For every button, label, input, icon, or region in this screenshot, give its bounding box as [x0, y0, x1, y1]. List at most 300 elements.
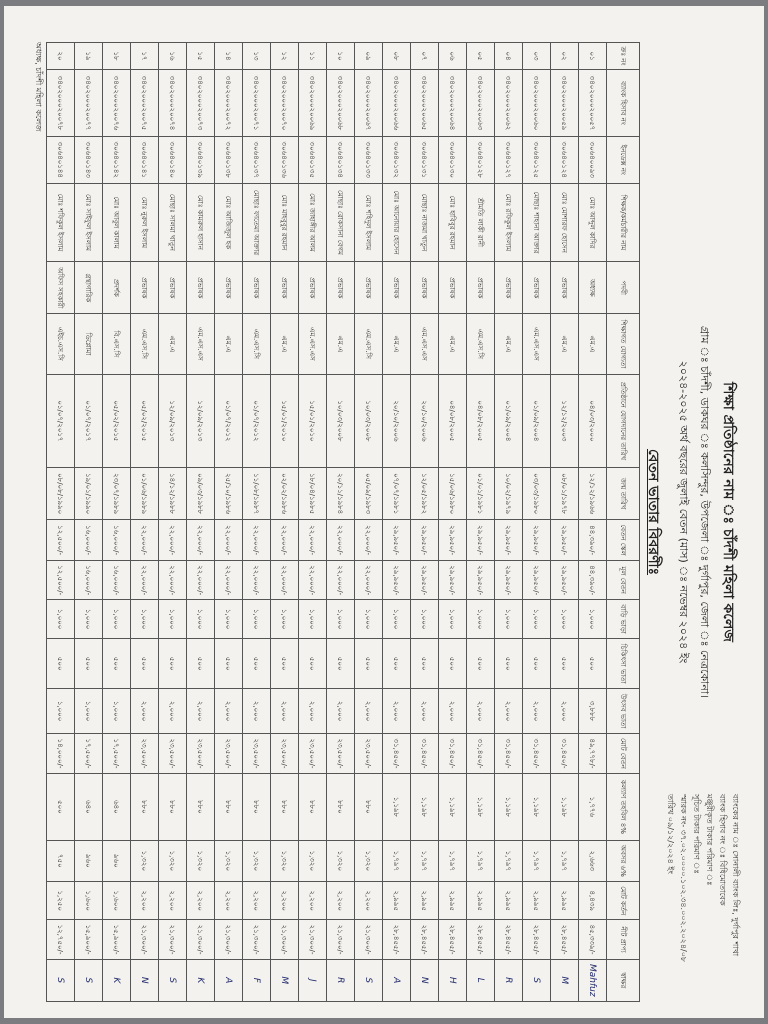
table-cell: ১৪/১২/১৯৮৮: [159, 468, 187, 520]
table-cell: ১,০০০: [75, 689, 103, 733]
table-cell: ২,০০০: [495, 689, 523, 733]
column-header: ক্রঃ নং: [607, 43, 640, 70]
table-cell: ১৭,৫০০/-: [75, 733, 103, 773]
table-cell: ১২,৭৫০/-: [47, 920, 75, 959]
table-cell: ২৩,৫০০/-: [159, 733, 187, 773]
table-cell: ০৪/০৮/২০০৫: [467, 374, 495, 468]
signature-cell: S: [75, 959, 103, 1001]
table-cell: ৫০০: [495, 638, 523, 688]
table-cell: এম.এস.এস: [299, 314, 327, 374]
signature-cell: H: [439, 959, 467, 1001]
table-cell: ০১/০৯/২০০৪: [495, 374, 523, 468]
document-page: [4, 6, 764, 1018]
table-cell: এম.এস.এস: [411, 314, 439, 374]
table-cell: ১০/০৩/২০০৮: [355, 374, 383, 468]
table-cell: ১,০০০: [75, 600, 103, 639]
table-cell: ২,০০০: [159, 689, 187, 733]
institution-name: শিক্ষা প্রতিষ্ঠানের নাম ঃ চাঁদশী মহিলা কলেজ: [720, 382, 736, 642]
table-cell: ২৯,৯৫০/-: [383, 520, 411, 561]
table-cell: ৫০০: [439, 638, 467, 688]
table-cell: ১,১৯৮: [411, 774, 439, 840]
bank-info-block: [664, 794, 742, 1004]
table-cell: ৩৪০২০০০২০০৭৭: [75, 69, 103, 136]
table-cell: ২৩,৫০০/-: [355, 733, 383, 773]
column-header: বাড়ি ভাড়া: [607, 600, 640, 639]
table-cell: এম.এ: [579, 314, 607, 374]
table-cell: ৫০০: [355, 638, 383, 688]
table-cell: ৫০০: [159, 638, 187, 688]
table-cell: ২,০০০: [299, 689, 327, 733]
signature-cell: K: [187, 959, 215, 1001]
table-cell: ২৮,৪৫৫/-: [411, 920, 439, 959]
table-row: [103, 43, 131, 1002]
table-cell: ২২,০০০/-: [355, 561, 383, 600]
table-cell: ১,৩২০: [355, 840, 383, 881]
table-cell: ৫০০: [327, 638, 355, 688]
table-cell: এম.এ: [159, 314, 187, 374]
table-cell: ১১: [299, 43, 327, 70]
table-cell: ১,০০০: [411, 600, 439, 639]
table-cell: ০৮/০৮/১৯৯০: [47, 468, 75, 520]
column-header: কল্যাণ তহবিল ৪%: [607, 774, 640, 840]
table-cell: ২৯,৯৫০/-: [495, 561, 523, 600]
column-header: উৎসব ভাতা: [607, 689, 640, 733]
signature-cell: J: [299, 959, 327, 1001]
table-cell: মোঃ মোশারফ হোসেন: [551, 183, 579, 262]
table-cell: মোছাঃ নাজমা খাতুন: [411, 183, 439, 262]
table-cell: ১,০০০: [355, 600, 383, 639]
column-header: স্বাক্ষর: [607, 959, 640, 1001]
table-cell: ১৫,৯০০/-: [103, 920, 131, 959]
table-cell: ১,০০০: [47, 600, 75, 639]
table-cell: ৫০০: [103, 638, 131, 688]
table-cell: ১৫/০১/২০১০: [299, 374, 327, 468]
footer-note: অধ্যক্ষ, চাঁদশী মহিলা কলেজ: [34, 42, 43, 132]
table-cell: ০২: [551, 43, 579, 70]
table-cell: ৮৮০: [355, 774, 383, 840]
table-cell: ১,৭৯৭: [439, 840, 467, 881]
table-cell: এম.এস.সি: [131, 314, 159, 374]
table-cell: ১৯/০১/১৯৯০: [75, 468, 103, 520]
table-cell: ৩৪০২০০০২০০৫৭: [579, 69, 607, 136]
table-cell: ১৫/০৬/১৯৮০: [439, 468, 467, 520]
table-cell: ২৮,৪৫৫/-: [467, 920, 495, 959]
table-cell: এম.এস.সি: [243, 314, 271, 374]
table-cell: ১,০০০: [103, 689, 131, 733]
column-header: ইনডেক্স নং: [607, 136, 640, 183]
table-cell: মোঃ কামরুল হাসান: [187, 183, 215, 262]
table-cell: ২,০০০: [327, 689, 355, 733]
institution-address: গ্রাম ঃ চাঁদশী, ডাকঘর ঃ কলসিন্দুর, উপজেলা ঃ দুর্গাপুর, জেলা ঃ নেত্রকোনা।: [698, 325, 711, 699]
table-cell: ১,৩২০: [243, 840, 271, 881]
table-cell: ৩৪০২০০০২০০৬৬: [383, 69, 411, 136]
table-cell: ২৮,৪৫৫/-: [523, 920, 551, 959]
table-cell: ২১,৩০০/-: [187, 920, 215, 959]
table-cell: ১৬,০০০/-: [103, 520, 131, 561]
table-cell: ২৮,৪৫৫/-: [383, 920, 411, 959]
table-cell: ০১/০৭/২০১২: [215, 374, 243, 468]
table-cell: প্রভাষক: [523, 262, 551, 314]
table-cell: ২৩,৫০০/-: [243, 733, 271, 773]
table-cell: ৮৮০: [159, 774, 187, 840]
table-cell: ২,০০০: [383, 689, 411, 733]
table-cell: ৩০৬৪০১৩৪: [327, 136, 355, 183]
table-cell: মোঃ জাহাঙ্গীর আলম: [299, 183, 327, 262]
table-cell: ৩৪০২০০০২০০৭০: [271, 69, 299, 136]
table-cell: মোঃ হাবিবুর রহমান: [439, 183, 467, 262]
table-cell: ৩০৬৪০১৪০: [159, 136, 187, 183]
table-cell: এইচ.এস.সি: [47, 314, 75, 374]
table-cell: ০৮/০১/১৯৭৮: [551, 468, 579, 520]
table-cell: ২১,৩০০/-: [299, 920, 327, 959]
table-cell: ৬৪০: [75, 774, 103, 840]
table-cell: ৩৪০২০০০২০০৬৪: [439, 69, 467, 136]
table-row: [439, 43, 467, 1002]
table-cell: এম.এস.সি: [355, 314, 383, 374]
table-cell: ২,৯৯৫: [523, 882, 551, 920]
table-cell: ১২/০৯/২০১৩: [159, 374, 187, 468]
table-cell: ২২,০০০/-: [187, 520, 215, 561]
table-cell: গ্রন্থাগারিক: [75, 262, 103, 314]
table-cell: ১০: [327, 43, 355, 70]
table-cell: ২২,০০০/-: [131, 520, 159, 561]
column-header: শিক্ষক/কর্মচারীর নাম: [607, 183, 640, 262]
table-cell: ১৫: [187, 43, 215, 70]
table-cell: ১,৩২০: [299, 840, 327, 881]
table-cell: ১,৭৯৭: [467, 840, 495, 881]
table-cell: ২,০০০: [467, 689, 495, 733]
table-cell: ১,০০০: [271, 600, 299, 639]
table-cell: ১,৩২০: [187, 840, 215, 881]
table-cell: মোঃ আব্দুল কাদির: [579, 183, 607, 262]
table-cell: ৫০০: [299, 638, 327, 688]
table-cell: ৩০৬৪০১২৭: [495, 136, 523, 183]
table-cell: ১,০০০: [523, 600, 551, 639]
table-cell: ০৫/০২/২০১৫: [131, 374, 159, 468]
table-cell: ১৬,০০০/-: [75, 561, 103, 600]
table-cell: ২,২০০: [243, 882, 271, 920]
table-cell: ৩১,৪৫০/-: [383, 733, 411, 773]
table-cell: ৩৪০২০০০২০০৬২: [495, 69, 523, 136]
table-cell: ০১/০৭/২০১৭: [47, 374, 75, 468]
table-cell: ২,৯৯৫: [439, 882, 467, 920]
table-cell: ১,০০০: [579, 600, 607, 639]
table-cell: ২,০০০: [355, 689, 383, 733]
table-header-row: [607, 43, 640, 1002]
table-cell: ২,০০০: [243, 689, 271, 733]
table-row: [355, 43, 383, 1002]
table-cell: প্রভাষক: [299, 262, 327, 314]
table-cell: ১৭: [131, 43, 159, 70]
table-cell: ৩০৬৪০১৩২: [383, 136, 411, 183]
table-cell: ৯৬০: [75, 840, 103, 881]
table-cell: ২,২০০: [215, 882, 243, 920]
table-cell: ৩০৬৪০১২৪: [551, 136, 579, 183]
table-cell: প্রভাষক: [187, 262, 215, 314]
table-cell: ২২,০০০/-: [327, 561, 355, 600]
signature-cell: S: [47, 959, 75, 1001]
table-cell: ৯৬০: [103, 840, 131, 881]
table-cell: ২,৯৯৫: [551, 882, 579, 920]
table-cell: ৮৮০: [271, 774, 299, 840]
table-cell: ২,০০০: [551, 689, 579, 733]
table-cell: প্রভাষক: [215, 262, 243, 314]
table-cell: ১৭,৫০০/-: [103, 733, 131, 773]
table-cell: ১,০০০: [327, 600, 355, 639]
table-cell: ৩০৬৪০০৯৩: [579, 136, 607, 183]
table-cell: ৫০০: [579, 638, 607, 688]
table-cell: ৫০০: [75, 638, 103, 688]
table-cell: প্রভাষক: [439, 262, 467, 314]
table-cell: ৩১,৪৫০/-: [411, 733, 439, 773]
table-cell: ১৮: [103, 43, 131, 70]
table-cell: ১,০০০: [243, 600, 271, 639]
table-cell: ০৪/০৮/২০০৫: [439, 374, 467, 468]
table-row: [187, 43, 215, 1002]
table-cell: ২২,০০০/-: [159, 520, 187, 561]
table-cell: ২৯,৯৫০/-: [439, 561, 467, 600]
table-cell: ৩০৬৪০১২৮: [467, 136, 495, 183]
table-cell: মোঃ নুরুল ইসলাম: [131, 183, 159, 262]
column-header: পদবী: [607, 262, 640, 314]
table-cell: ৫০০: [47, 774, 75, 840]
table-row: [411, 43, 439, 1002]
table-cell: ২,০০০: [411, 689, 439, 733]
table-cell: প্রভাষক: [243, 262, 271, 314]
table-cell: ২৮,৪৫৫/-: [439, 920, 467, 959]
table-cell: ৫০০: [187, 638, 215, 688]
table-cell: ০৩/০৩/১৯৮০: [523, 468, 551, 520]
table-cell: ৪৪,৩৯০/-: [579, 520, 607, 561]
table-cell: এম.এ: [215, 314, 243, 374]
table-cell: অধ্যক্ষ: [579, 262, 607, 314]
table-cell: মোঃ রফিকুল ইসলাম: [495, 183, 523, 262]
table-cell: ২০/১০/২০০৬: [411, 374, 439, 468]
side-info-line: তারিখ ০৯/১২/২০২৪ ইং: [666, 794, 675, 874]
table-cell: ১,১৯৮: [523, 774, 551, 840]
table-cell: ২৯,৯৫০/-: [523, 520, 551, 561]
table-cell: ৪৫,৩৩৯/-: [579, 920, 607, 959]
table-cell: ২৯,৯৫০/-: [467, 561, 495, 600]
table-cell: ১,১৯৮: [495, 774, 523, 840]
table-cell: ২৯,৯৫০/-: [383, 561, 411, 600]
table-cell: প্রভাষক: [355, 262, 383, 314]
table-cell: ১,০০০: [495, 600, 523, 639]
side-info-line: সূচিত টাকার পরিমাণ ঃ: [692, 794, 701, 874]
table-cell: ২১,৩০০/-: [215, 920, 243, 959]
table-cell: ২৯,৯৫০/-: [523, 561, 551, 600]
table-cell: ২২,০০০/-: [243, 561, 271, 600]
table-cell: ৮৮০: [299, 774, 327, 840]
table-cell: ১,১৯৮: [383, 774, 411, 840]
table-cell: ৩৪০২০০০২০০৬০: [523, 69, 551, 136]
table-cell: ২১,৩০০/-: [243, 920, 271, 959]
table-cell: এম.এস.সি: [467, 314, 495, 374]
table-cell: ০৭: [411, 43, 439, 70]
table-cell: ২২,০০০/-: [187, 561, 215, 600]
table-cell: ৮৮০: [187, 774, 215, 840]
table-cell: ১৯: [75, 43, 103, 70]
table-cell: ২,৯৯৫: [495, 882, 523, 920]
table-cell: ৩১,৪৫০/-: [439, 733, 467, 773]
table-cell: ৫০০: [243, 638, 271, 688]
table-cell: ০১/০৯/২০০৪: [523, 374, 551, 468]
table-row: [47, 43, 75, 1002]
column-header: মূল বেতন: [607, 561, 640, 600]
table-cell: ১,৩২০: [131, 840, 159, 881]
table-cell: ২২,০০০/-: [355, 520, 383, 561]
table-cell: ৫০০: [523, 638, 551, 688]
table-row: [523, 43, 551, 1002]
table-cell: এম.এস.এস: [187, 314, 215, 374]
table-cell: ২১,৩০০/-: [159, 920, 187, 959]
table-cell: ০৪/০৩/২০০০: [579, 374, 607, 468]
table-cell: ১২/০৯/২০১৩: [187, 374, 215, 468]
table-cell: ১৪: [215, 43, 243, 70]
table-cell: ২১,৩০০/-: [327, 920, 355, 959]
table-cell: অফিস সহকারী: [47, 262, 75, 314]
table-row: [467, 43, 495, 1002]
table-cell: ২৩,৫০০/-: [187, 733, 215, 773]
table-cell: ০৮: [383, 43, 411, 70]
column-header: মোট কর্তন: [607, 882, 640, 920]
table-cell: ২,২০০: [187, 882, 215, 920]
table-cell: ১,১৯৮: [551, 774, 579, 840]
table-cell: ২০/১০/২০০৬: [383, 374, 411, 468]
signature-cell: S: [159, 959, 187, 1001]
table-cell: ১,৭৯৭: [523, 840, 551, 881]
table-row: [131, 43, 159, 1002]
table-cell: ০৯/০৩/১৯৮৮: [187, 468, 215, 520]
table-cell: মোঃ আবুল কালাম: [103, 183, 131, 262]
side-info-line: ব্যাংক হিসাব নং ঃ বিধিমোতাবেক: [718, 794, 727, 906]
table-cell: ১৫/০১/২০১০: [271, 374, 299, 468]
table-cell: ১,১৯৮: [467, 774, 495, 840]
table-cell: ১,০০০: [215, 600, 243, 639]
table-cell: ৩০৬৪০১৩৭: [243, 136, 271, 183]
table-cell: ৪,৪৩৯: [579, 882, 607, 920]
table-cell: প্রভাষক: [327, 262, 355, 314]
table-cell: ২২,০০০/-: [271, 561, 299, 600]
table-row: [75, 43, 103, 1002]
table-cell: ০৫/০২/২০১৫: [103, 374, 131, 468]
signature-cell: N: [131, 959, 159, 1001]
signature-cell: S: [523, 959, 551, 1001]
table-cell: ১,৩২০: [327, 840, 355, 881]
table-cell: ৩৪০২০০০২০০৭৫: [131, 69, 159, 136]
table-cell: ২৩,৫০০/-: [131, 733, 159, 773]
table-cell: ৪৪,৩৯০/-: [579, 561, 607, 600]
table-cell: ২২,০০০/-: [131, 561, 159, 600]
table-cell: ১,০০০: [467, 600, 495, 639]
table-cell: ২২,০০০/-: [215, 561, 243, 600]
signature-cell: M: [271, 959, 299, 1001]
table-cell: ১১/০৮/১৯৮৭: [243, 468, 271, 520]
table-cell: প্রভাষক: [411, 262, 439, 314]
table-cell: ০২/০২/১৯৮৬: [271, 468, 299, 520]
table-cell: ১২,৫০০/-: [47, 520, 75, 561]
table-row: [271, 43, 299, 1002]
table-cell: ১,৬০০: [75, 882, 103, 920]
table-cell: ৩০৬৪০১৩৫: [299, 136, 327, 183]
table-cell: ১,০০০: [131, 600, 159, 639]
table-cell: ৩৪০২০০০২০০৭৩: [187, 69, 215, 136]
table-cell: মোঃ আজিজুল হক: [215, 183, 243, 262]
table-cell: ০৯: [355, 43, 383, 70]
signature-cell: F: [243, 959, 271, 1001]
table-cell: ২৯,৯৫০/-: [551, 561, 579, 600]
table-cell: মোঃ মাহবুবুর রহমান: [271, 183, 299, 262]
column-header: ব্যাংক হিসাব নং: [607, 69, 640, 136]
signature-cell: M: [551, 959, 579, 1001]
table-cell: ২১,৩০০/-: [131, 920, 159, 959]
table-cell: এম.এ: [383, 314, 411, 374]
table-cell: ডিপ্লোমা: [75, 314, 103, 374]
table-cell: ৫০০: [131, 638, 159, 688]
table-cell: ৩১,৪৫০/-: [523, 733, 551, 773]
table-cell: ৩৪০২০০০২০০৫৯: [551, 69, 579, 136]
table-cell: ৩১,৪৫০/-: [467, 733, 495, 773]
table-row: [159, 43, 187, 1002]
salary-table: [46, 42, 640, 1002]
table-cell: ২২,০০০/-: [327, 520, 355, 561]
table-cell: ৫০০: [411, 638, 439, 688]
table-cell: ১২: [271, 43, 299, 70]
table-cell: ১,০০০: [299, 600, 327, 639]
table-body: [47, 43, 607, 1002]
table-cell: প্রভাষক: [131, 262, 159, 314]
table-cell: ১,৭৭৬: [579, 774, 607, 840]
table-row: [551, 43, 579, 1002]
table-cell: ৩৪০২০০০২০০৭৮: [47, 69, 75, 136]
table-cell: ২২,০০০/-: [299, 520, 327, 561]
table-cell: ১,৭৯৭: [383, 840, 411, 881]
table-cell: ৮৮০: [131, 774, 159, 840]
column-header: অবসর ৬%: [607, 840, 640, 881]
table-cell: ২,০০০: [271, 689, 299, 733]
table-cell: ২,২০০: [355, 882, 383, 920]
table-cell: ৮৮০: [215, 774, 243, 840]
table-cell: ২,০০০: [215, 689, 243, 733]
table-cell: ১,১৯৮: [439, 774, 467, 840]
table-cell: ৫০০: [467, 638, 495, 688]
table-cell: ৩,৮৮৮: [579, 689, 607, 733]
table-cell: ২৫/১০/১৯৮৬: [215, 468, 243, 520]
table-cell: ১২/০৫/১৯৮২: [411, 468, 439, 520]
table-cell: ২,০০০: [523, 689, 551, 733]
table-cell: ২,৯৯৫: [411, 882, 439, 920]
table-cell: ২৯,৯৫০/-: [411, 520, 439, 561]
table-cell: ১,৬০০: [103, 882, 131, 920]
table-cell: ৩৪০২০০০২০০৭৬: [103, 69, 131, 136]
table-cell: ০৭/০৭/১৯৮১: [383, 468, 411, 520]
column-header: জন্ম তারিখ: [607, 468, 640, 520]
signature-cell: L: [467, 959, 495, 1001]
table-cell: ২৩,৫০০/-: [327, 733, 355, 773]
table-cell: ২৯,৯৫০/-: [495, 520, 523, 561]
table-cell: ১৩: [243, 43, 271, 70]
table-cell: ১৬: [159, 43, 187, 70]
table-cell: ৮৮০: [243, 774, 271, 840]
column-header: চিকিৎসা ভাতা: [607, 638, 640, 688]
table-cell: ৩০৬৪০১৩০: [439, 136, 467, 183]
table-cell: মোছাঃ শাহানা আক্তার: [523, 183, 551, 262]
table-cell: ২,০০০: [439, 689, 467, 733]
table-cell: এম.এ: [327, 314, 355, 374]
table-cell: ৩০৬৪০১৪৩: [75, 136, 103, 183]
document-title: বেতন ভাতার বিবরণীঃ: [645, 448, 661, 576]
table-cell: ১,০০০: [47, 689, 75, 733]
